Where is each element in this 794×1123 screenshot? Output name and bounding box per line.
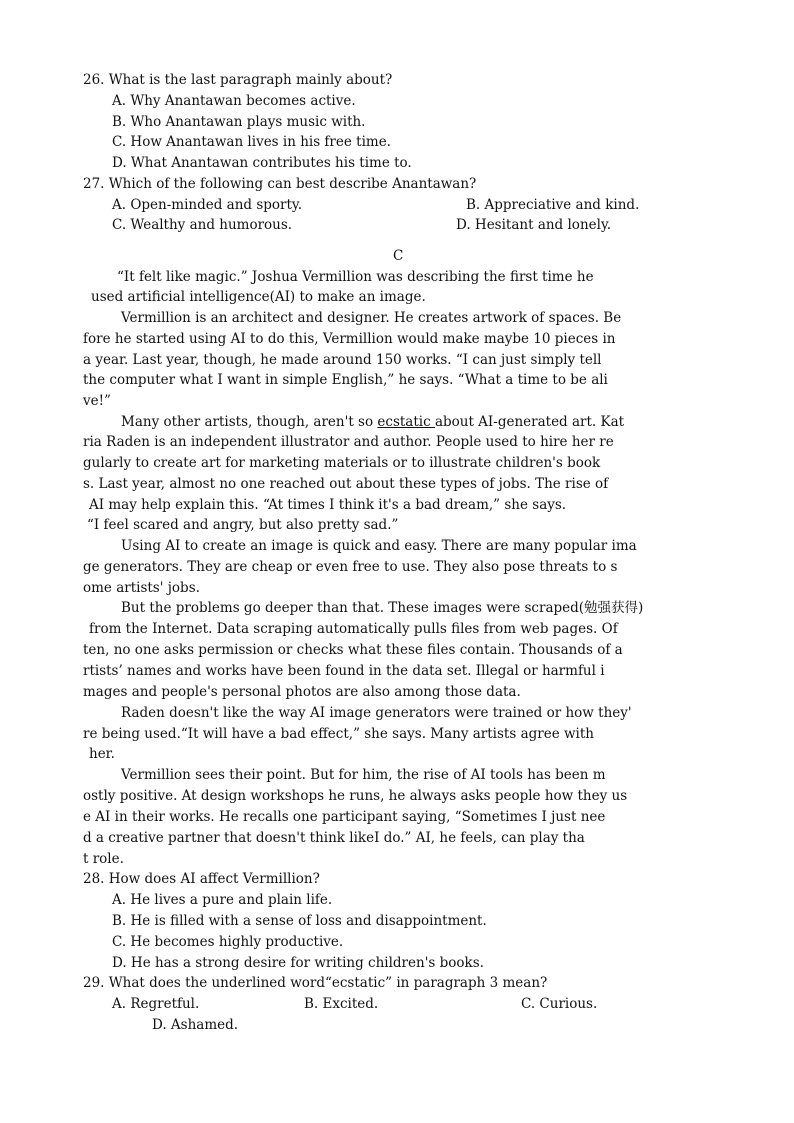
question-27-option-a: A. Open-minded and sporty.	[112, 197, 303, 213]
passage-line: ve!”	[83, 393, 111, 409]
question-29-option-b: B. Excited.	[304, 996, 379, 1012]
passage-line: re being used.“It will have a bad effect,” she says. Many artists agree with	[83, 726, 594, 742]
question-29-option-c: C. Curious.	[521, 996, 598, 1012]
passage-line: her.	[89, 746, 115, 762]
passage-line: “It felt like magic.” Joshua Vermillion was describing the first time he	[117, 269, 594, 285]
question-26-option-c: C. How Anantawan lives in his free time.	[112, 134, 391, 150]
passage-line: “I feel scared and angry, but also pretty sad.”	[87, 517, 399, 533]
question-26-stem: 26. What is the last paragraph mainly about?	[83, 72, 393, 88]
passage-line: d a creative partner that doesn't think likeI do.” AI, he feels, can play tha	[83, 830, 585, 846]
passage-line: rtists’ names and works have been found in the data set. Illegal or harmful i	[83, 663, 605, 679]
passage-line: Raden doesn't like the way AI image generators were trained or how they'	[121, 705, 632, 721]
question-28-option-c: C. He becomes highly productive.	[112, 934, 344, 950]
passage-line: ten, no one asks permission or checks what these files contain. Thousands of a	[83, 642, 623, 658]
passage-line: e AI in their works. He recalls one participant saying, “Sometimes I just nee	[83, 809, 606, 825]
question-28-option-a: A. He lives a pure and plain life.	[112, 892, 333, 908]
passage-line: mages and people's personal photos are also among those data.	[83, 684, 521, 700]
passage-line: t role.	[83, 851, 124, 867]
passage-line: But the problems go deeper than that. These images were scraped(勉强获得)	[121, 600, 644, 616]
passage-line	[121, 412, 624, 433]
question-29-option-d: D. Ashamed.	[152, 1017, 239, 1033]
passage-heading: C	[393, 248, 404, 264]
question-26-option-b: B. Who Anantawan plays music with.	[112, 114, 366, 130]
passage-line: the computer what I want in simple English,” he says. “What a time to be ali	[83, 372, 608, 388]
passage-line: from the Internet. Data scraping automatically pulls files from web pages. Of	[89, 621, 618, 637]
passage-line: ostly positive. At design workshops he runs, he always asks people how they us	[83, 788, 628, 804]
question-26-option-d: D. What Anantawan contributes his time to.	[112, 155, 412, 171]
question-28-option-b: B. He is filled with a sense of loss and disappointment.	[112, 913, 487, 929]
passage-line: s. Last year, almost no one reached out about these types of jobs. The rise of	[83, 476, 609, 492]
passage-line: ome artists' jobs.	[83, 580, 200, 596]
passage-line: fore he started using AI to do this, Vermillion would make maybe 10 pieces in	[83, 331, 616, 347]
passage-line: gularly to create art for marketing materials or to illustrate children's book	[83, 455, 601, 471]
question-29-stem: 29. What does the underlined word“ecstatic” in paragraph 3 mean?	[83, 975, 548, 991]
underlined-word-ecstatic: ecstatic	[377, 414, 435, 430]
passage-line: Vermillion is an architect and designer. He creates artwork of spaces. Be	[121, 310, 622, 326]
question-27-stem: 27. Which of the following can best describe Anantawan?	[83, 176, 477, 192]
question-28-stem: 28. How does AI affect Vermillion?	[83, 871, 320, 887]
passage-text: about AI-generated art. Kat	[434, 414, 625, 430]
question-29-option-a: A. Regretful.	[112, 996, 200, 1012]
question-27-option-b: B. Appreciative and kind.	[466, 197, 640, 213]
question-27-option-d: D. Hesitant and lonely.	[456, 217, 612, 233]
passage-line: used artificial intelligence(AI) to make an image.	[91, 289, 426, 305]
passage-line: Vermillion sees their point. But for him, the rise of AI tools has been m	[121, 767, 606, 783]
passage-text: Many other artists, though, aren't so	[121, 414, 378, 430]
passage-line: a year. Last year, though, he made around 150 works. “I can just simply tell	[83, 352, 602, 368]
question-26-option-a: A. Why Anantawan becomes active.	[112, 93, 356, 109]
question-28-option-d: D. He has a strong desire for writing children's books.	[112, 955, 484, 971]
question-27-option-c: C. Wealthy and humorous.	[112, 217, 293, 233]
passage-line: ria Raden is an independent illustrator and author. People used to hire her re	[83, 434, 614, 450]
passage-line: ge generators. They are cheap or even free to use. They also pose threats to s	[83, 559, 618, 575]
passage-line: AI may help explain this. “At times I think it's a bad dream,” she says.	[89, 497, 567, 513]
passage-line: Using AI to create an image is quick and easy. There are many popular ima	[121, 538, 637, 554]
